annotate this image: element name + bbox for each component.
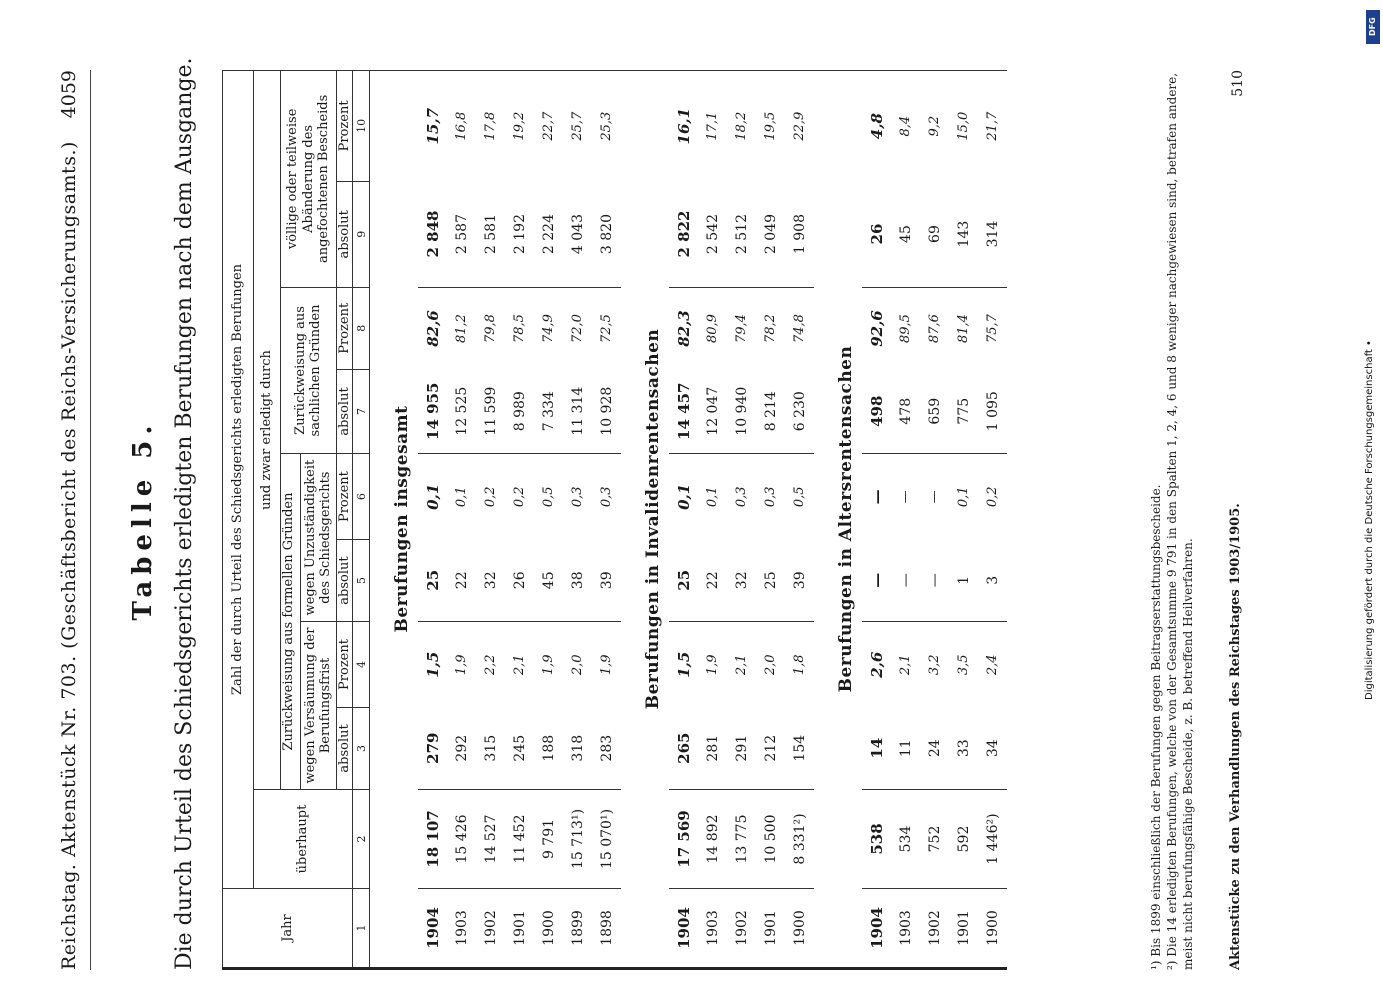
table-cell: 78,2 <box>756 287 785 369</box>
footnotes <box>1148 70 1197 970</box>
table-cell: 659 <box>926 397 943 425</box>
table-row <box>447 71 476 969</box>
table-cell: 12 525 <box>453 386 470 436</box>
table-cell: 74,8 <box>785 287 814 369</box>
table-cell: 2,1 <box>727 622 756 708</box>
table-cell: 25,3 <box>592 71 621 182</box>
table-cell: 10 940 <box>733 386 750 436</box>
table-cell: 1903 <box>698 889 727 969</box>
table-cell: 1901 <box>756 889 785 969</box>
table-cell: 17 569 <box>669 790 698 889</box>
header-formal-jurisdiction: wegen Unzuständigkeit des Schiedsgerichts <box>302 459 334 616</box>
colnum: 3 <box>353 707 370 789</box>
table-cell: 33 <box>955 739 972 758</box>
colnum: 9 <box>353 181 370 287</box>
table-row <box>418 71 447 969</box>
header-abs-5: absolut <box>336 539 353 621</box>
table-cell: 283 <box>598 734 615 762</box>
table-row <box>756 71 785 969</box>
table-cell: 92,6 <box>862 287 891 369</box>
table-cell: 15 426 <box>447 790 476 889</box>
table-cell: 2,4 <box>978 622 1007 708</box>
table-row <box>592 71 621 969</box>
table-cell: 16,8 <box>447 71 476 182</box>
table-cell: 2,0 <box>563 622 592 708</box>
header-factual: Zurückweisung aus sachlichen Gründen <box>281 287 337 453</box>
table-cell: 1,9 <box>447 622 476 708</box>
table-cell: 14 <box>867 737 886 759</box>
table-cell: 1,9 <box>534 622 563 708</box>
table-cell: 18 107 <box>418 790 447 889</box>
table-cell: 12 047 <box>704 386 721 436</box>
table-cell: 752 <box>920 790 949 889</box>
table-cell: 6 230 <box>791 391 808 432</box>
table-cell: 3 820 <box>598 213 615 255</box>
footnote-1: ¹) Bis 1899 einschließlich der Berufungen gegen Beitragserstattungsbescheide. <box>1149 484 1163 970</box>
table-cell: 10 928 <box>598 386 615 436</box>
table-label: Tabelle 5. <box>128 419 158 621</box>
table-cell: 14 892 <box>698 790 727 889</box>
table-row <box>862 71 891 969</box>
table-cell: 89,5 <box>891 287 920 369</box>
colnum: 6 <box>353 454 370 540</box>
table-cell: 2 581 <box>482 213 499 255</box>
header-group: Zahl der durch Urteil des Schiedsgerichts erledigten Berufungen <box>223 71 254 889</box>
table-cell: 0,1 <box>418 454 447 540</box>
table-row <box>563 71 592 969</box>
table-cell: 0,2 <box>476 454 505 540</box>
table-cell: 1,5 <box>669 622 698 708</box>
table-cell: 45 <box>897 225 914 243</box>
footer-source: Aktenstücke zu den Verhandlungen des Reichstages 1903/1905. <box>1228 503 1243 970</box>
table-cell: 82,6 <box>418 287 447 369</box>
table-cell: 0,1 <box>447 454 476 540</box>
table-cell: 81,4 <box>949 287 978 369</box>
table-cell: 15 070¹) <box>592 790 621 889</box>
table-row <box>727 71 756 969</box>
running-head-title: Reichstag. Aktenstück Nr. 703. (Geschäftsbericht des Reichs-Versicherungsamts.) <box>58 141 80 970</box>
header-abs-9: absolut <box>336 181 353 287</box>
running-head-page: 4059 <box>58 70 80 119</box>
colnum: 7 <box>353 369 370 453</box>
table-cell: — <box>867 572 886 588</box>
table-cell: 9,2 <box>920 71 949 182</box>
table-cell: 0,3 <box>563 454 592 540</box>
table-row <box>669 71 698 969</box>
table-cell: 1903 <box>891 889 920 969</box>
dfg-logo: DFG <box>1366 10 1380 44</box>
table-cell: 1902 <box>727 889 756 969</box>
table-cell: 15,0 <box>949 71 978 182</box>
table-cell: 2,1 <box>505 622 534 708</box>
table-cell: 281 <box>704 734 721 762</box>
table-cell: 3,2 <box>920 622 949 708</box>
table-cell: 19,5 <box>756 71 785 182</box>
table-cell: 17,8 <box>476 71 505 182</box>
table-cell: 0,2 <box>978 454 1007 540</box>
table-cell: 79,4 <box>727 287 756 369</box>
table-cell: 1899 <box>563 889 592 969</box>
table-cell: 32 <box>482 571 499 590</box>
table-cell: 9 791 <box>534 790 563 889</box>
table-cell: 1904 <box>862 889 891 969</box>
running-head <box>50 70 91 970</box>
table-cell: 25 <box>674 569 693 591</box>
table-row <box>505 71 534 969</box>
table-cell: 8 989 <box>511 391 528 432</box>
table-cell: 1,9 <box>592 622 621 708</box>
table-cell: 72,5 <box>592 287 621 369</box>
table-cell: 32 <box>733 571 750 590</box>
table-cell: 292 <box>453 734 470 762</box>
table-cell: 1900 <box>534 889 563 969</box>
appeals-table <box>222 70 1007 970</box>
header-subgroup: und zwar erledigt durch <box>254 71 281 790</box>
table-cell: 38 <box>569 571 586 590</box>
table-cell: 21,7 <box>978 71 1007 182</box>
table-cell: 0,2 <box>505 454 534 540</box>
table-cell: 1898 <box>592 889 621 969</box>
table-cell: 2,0 <box>756 622 785 708</box>
table-cell: — <box>920 454 949 540</box>
header-formal <box>281 454 337 790</box>
colnum: 8 <box>353 287 370 369</box>
table-cell: 592 <box>949 790 978 889</box>
colnum: 5 <box>353 539 370 621</box>
table-cell: 1903 <box>447 889 476 969</box>
table-cell: 0,1 <box>669 454 698 540</box>
table-cell: 3,5 <box>949 622 978 708</box>
table-cell: 2 512 <box>733 213 750 255</box>
table-cell: 14 457 <box>674 382 693 440</box>
table-row <box>476 71 505 969</box>
table-cell: 534 <box>891 790 920 889</box>
table-cell: 265 <box>674 732 693 764</box>
table-cell: 26 <box>511 571 528 590</box>
table-cell: 1900 <box>785 889 814 969</box>
table-cell: 3 <box>984 575 1001 585</box>
header-pct-8: Prozent <box>336 287 353 369</box>
table-cell: 87,6 <box>920 287 949 369</box>
page-number: 510 <box>1230 70 1246 97</box>
table-caption: Die durch Urteil des Schiedsgerichts erledigten Berufungen nach dem Ausgange. <box>172 57 197 970</box>
table-cell: 25 <box>423 569 442 591</box>
colnum: 10 <box>353 71 370 182</box>
table-cell: 1 095 <box>984 391 1001 432</box>
header-pct-4: Prozent <box>336 622 353 708</box>
table-cell: 2 192 <box>511 213 528 255</box>
table-cell: 19,2 <box>505 71 534 182</box>
table-cell: 0,3 <box>756 454 785 540</box>
table-cell: 45 <box>540 571 557 590</box>
table-cell: 1902 <box>920 889 949 969</box>
table-cell: 13 775 <box>727 790 756 889</box>
header-abs-7: absolut <box>336 369 353 453</box>
table-cell: 80,9 <box>698 287 727 369</box>
table-cell: 318 <box>569 734 586 762</box>
table-cell: 22,7 <box>534 71 563 182</box>
table-cell: 0,1 <box>949 454 978 540</box>
table-cell: 0,5 <box>534 454 563 540</box>
document-page <box>40 57 1340 970</box>
table-cell: 1904 <box>669 889 698 969</box>
table-cell: — <box>926 573 943 588</box>
table-cell: 74,9 <box>534 287 563 369</box>
table-cell: 8 331²) <box>785 790 814 889</box>
table-cell: 11 599 <box>482 386 499 436</box>
header-year: Jahr <box>223 889 353 969</box>
table-cell: 2 224 <box>540 213 557 255</box>
table-cell: 1,5 <box>418 622 447 708</box>
header-formal-title: Zurückweisung aus formellen Gründen <box>281 492 296 751</box>
table-cell: 2 542 <box>704 213 721 255</box>
table-cell: 26 <box>867 223 886 245</box>
table-cell: 79,8 <box>476 287 505 369</box>
table-cell: 775 <box>955 397 972 425</box>
table-cell: 1901 <box>505 889 534 969</box>
table-cell: 2 049 <box>762 213 779 255</box>
table-cell: 34 <box>984 739 1001 758</box>
table-cell: 1900 <box>978 889 1007 969</box>
table-cell: 18,2 <box>727 71 756 182</box>
table-cell: 14 527 <box>476 790 505 889</box>
colnum: 1 <box>353 889 370 969</box>
table-row <box>978 71 1007 969</box>
header-pct-6: Prozent <box>336 454 353 540</box>
table-cell: 22,9 <box>785 71 814 182</box>
table-cell: 39 <box>598 571 615 590</box>
table-cell: 10 500 <box>756 790 785 889</box>
table-row <box>785 71 814 969</box>
table-cell: 25 <box>762 571 779 590</box>
table-cell: 291 <box>733 734 750 762</box>
table-cell: 14 955 <box>423 382 442 440</box>
table-cell: 78,5 <box>505 287 534 369</box>
table-cell: 1,8 <box>785 622 814 708</box>
section-title: Berufungen insgesamt <box>392 405 413 633</box>
table-cell: 11 452 <box>505 790 534 889</box>
table-cell: 154 <box>791 734 808 762</box>
table-cell: 2 848 <box>423 210 442 258</box>
table-cell: 0,3 <box>592 454 621 540</box>
table-cell: 39 <box>791 571 808 590</box>
header-change: völlige oder teilweise Abänderung des angefochtenen Bescheids <box>281 71 337 288</box>
table-cell: 498 <box>867 395 886 427</box>
table-cell: 81,2 <box>447 287 476 369</box>
table-cell: 8,4 <box>891 71 920 182</box>
table-cell: 1902 <box>476 889 505 969</box>
section-title: Berufungen in Invalidenrentensachen <box>643 328 664 710</box>
table-cell: 2,2 <box>476 622 505 708</box>
table-row <box>949 71 978 969</box>
table-cell: — <box>862 454 891 540</box>
table-cell: 11 <box>897 739 914 758</box>
table-cell: 478 <box>897 397 914 425</box>
table-cell: 1,9 <box>698 622 727 708</box>
table-cell: 315 <box>482 734 499 762</box>
table-cell: 0,1 <box>698 454 727 540</box>
table-cell: 24 <box>926 739 943 758</box>
table-cell: 279 <box>423 732 442 764</box>
footnote-2: ²) Die 14 erledigten Berufungen, welche von der Gesamtsumme 9 791 in den Spalten 1, 2, 4, 6 und 8 weniger nachgewiesen sind, betrafen andere, meist nicht berufungsfähige Bescheide, z. B. betreffend Heilverfahren. <box>1165 72 1196 970</box>
table-cell: 4,8 <box>862 71 891 182</box>
digitization-note: Digitalisierung gefördert durch die Deutsche Forschungsgemeinschaft • <box>1364 340 1375 700</box>
table-row <box>534 71 563 969</box>
table-cell: 7 334 <box>540 391 557 432</box>
table-cell: 4 043 <box>569 213 586 255</box>
table-cell: 17,1 <box>698 71 727 182</box>
table-cell: 2 822 <box>674 210 693 258</box>
colnum: 4 <box>353 622 370 708</box>
table-cell: 22 <box>704 571 721 590</box>
table-cell: 72,0 <box>563 287 592 369</box>
table-cell: 314 <box>984 220 1001 248</box>
table-cell: 245 <box>511 734 528 762</box>
table-cell: — <box>897 573 914 588</box>
section-title: Berufungen in Altersrentensachen <box>836 345 857 693</box>
table-cell: 16,1 <box>669 71 698 182</box>
table-cell: 0,3 <box>727 454 756 540</box>
table-cell: 11 314 <box>569 386 586 436</box>
table-row <box>698 71 727 969</box>
table-cell: 75,7 <box>978 287 1007 369</box>
table-cell: 82,3 <box>669 287 698 369</box>
table-cell: 2 587 <box>453 213 470 255</box>
table-cell: 188 <box>540 734 557 762</box>
table-cell: 22 <box>453 571 470 590</box>
table-cell: 1 <box>955 575 972 585</box>
colnum: 2 <box>353 790 370 889</box>
table-cell: 212 <box>762 734 779 762</box>
header-overall: überhaupt <box>254 790 353 889</box>
table-row <box>891 71 920 969</box>
table-cell: 1 908 <box>791 213 808 255</box>
table-cell: 8 214 <box>762 391 779 432</box>
table-cell: 2,6 <box>862 622 891 708</box>
table-cell: 1904 <box>418 889 447 969</box>
table-cell: 15 713¹) <box>563 790 592 889</box>
table-cell: 143 <box>955 220 972 248</box>
header-formal-deadline: wegen Versäumung der Berufungsfrist <box>301 621 336 789</box>
table-body <box>370 71 1008 969</box>
table-cell: 69 <box>926 225 943 243</box>
table-cell: 15,7 <box>418 71 447 182</box>
table-cell: 538 <box>862 790 891 889</box>
table-cell: 25,7 <box>563 71 592 182</box>
table-cell: 2,1 <box>891 622 920 708</box>
table-cell: 1901 <box>949 889 978 969</box>
table-row <box>920 71 949 969</box>
table-cell: — <box>891 454 920 540</box>
header-abs-3: absolut <box>336 707 353 789</box>
header-pct-10: Prozent <box>336 71 353 182</box>
table-cell: 0,5 <box>785 454 814 540</box>
table-cell: 1 446²) <box>978 790 1007 889</box>
